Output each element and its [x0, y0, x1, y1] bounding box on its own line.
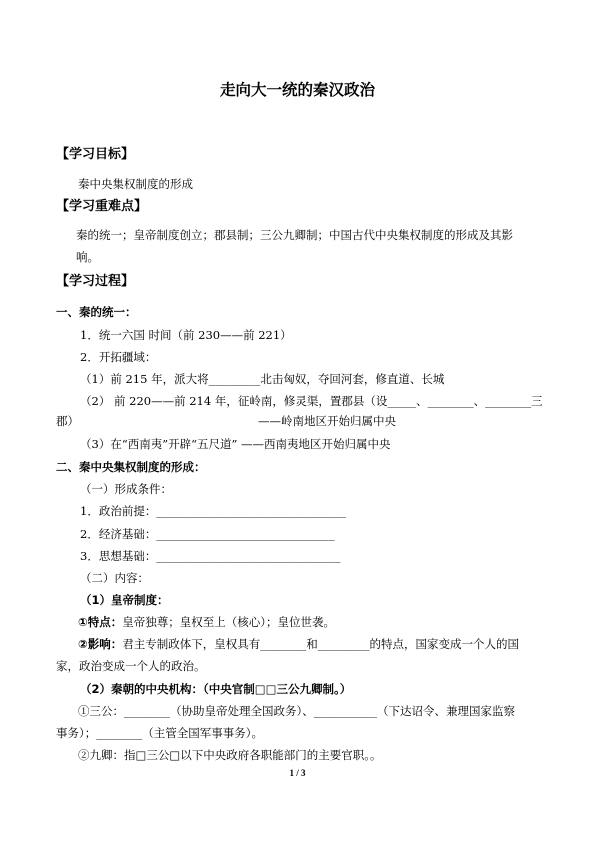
s2-feature [78, 614, 335, 630]
key-text-line1: 秦的统一；皇帝制度创立；郡县制；三公九卿制；中国古代中央集权制度的形成及其影 [76, 228, 513, 242]
page-title: 走向大一统的秦汉政治 [219, 81, 375, 99]
s2-sangong: ①三公：________（协助皇帝处理全国政务）、___________（下达诏令、兼理国家监察 [78, 704, 515, 718]
s1-unify: 1．统一六国 时间（前 230——前 221） [80, 328, 292, 342]
s2-thought: 3．思想基础：________________________________ [80, 549, 341, 563]
page-number: 1 / 3 [289, 768, 306, 778]
influence-label: ②影响： [78, 637, 123, 651]
s2-influence-cont: 家，政治变成一个人的政治。 [56, 659, 206, 673]
s1-item3: （3）在“西南夷”开辟“五尺道” ——西南夷地区开始归属中央 [80, 437, 391, 451]
goal-heading: 【学习目标】 [56, 147, 135, 162]
feature-text: 皇帝独尊；皇权至上（核心）；皇位世袭。 [122, 615, 335, 629]
s1-expand: 2．开拓疆域： [80, 350, 157, 364]
s2-central-heading: （2）秦朝的中央机构：（中央官制□□三公九卿制。） [80, 682, 352, 696]
s2-jiuqing: ②九卿：指□三公□以下中央政府各职能部门的主要官职。。 [78, 748, 382, 762]
key-heading: 【学习重难点】 [56, 199, 148, 214]
key-text-line2: 响。 [76, 250, 99, 264]
s2-content: （二）内容： [80, 571, 149, 585]
section1-heading: 一、秦的统一： [56, 305, 137, 319]
s2-conditions: （一）形成条件： [80, 482, 172, 496]
s1-item2-cont: 郡） [56, 414, 79, 428]
s2-sangong-cont: 事务）；________（主管全国军事事务）。 [56, 726, 263, 740]
goal-text: 秦中央集权制度的形成 [78, 177, 193, 191]
s1-item2-note: ——岭南地区开始归属中央 [258, 414, 396, 428]
s1-item2: （2） 前 220——前 214 年，征岭南，修灵渠，置郡县（设_____、________、________三 [80, 394, 543, 408]
feature-label: ①特点： [78, 615, 123, 629]
process-heading: 【学习过程】 [56, 274, 135, 289]
influence-text: 君主专制政体下，皇权具有________和_________的特点，国家变成一个人的国 [122, 637, 519, 651]
s1-item1: （1）前 215 年，派大将_________北击匈奴，夺回河套，修直道、长城 [80, 372, 445, 386]
s2-influence [78, 636, 519, 652]
s2-emperor-heading: （1）皇帝制度： [80, 593, 169, 607]
section2-heading: 二、秦中央集权制度的形成： [56, 460, 206, 474]
s2-economy: 2．经济基础：_______________________________ [80, 527, 335, 541]
s2-politics: 1．政治前提：_________________________________ [80, 504, 347, 518]
